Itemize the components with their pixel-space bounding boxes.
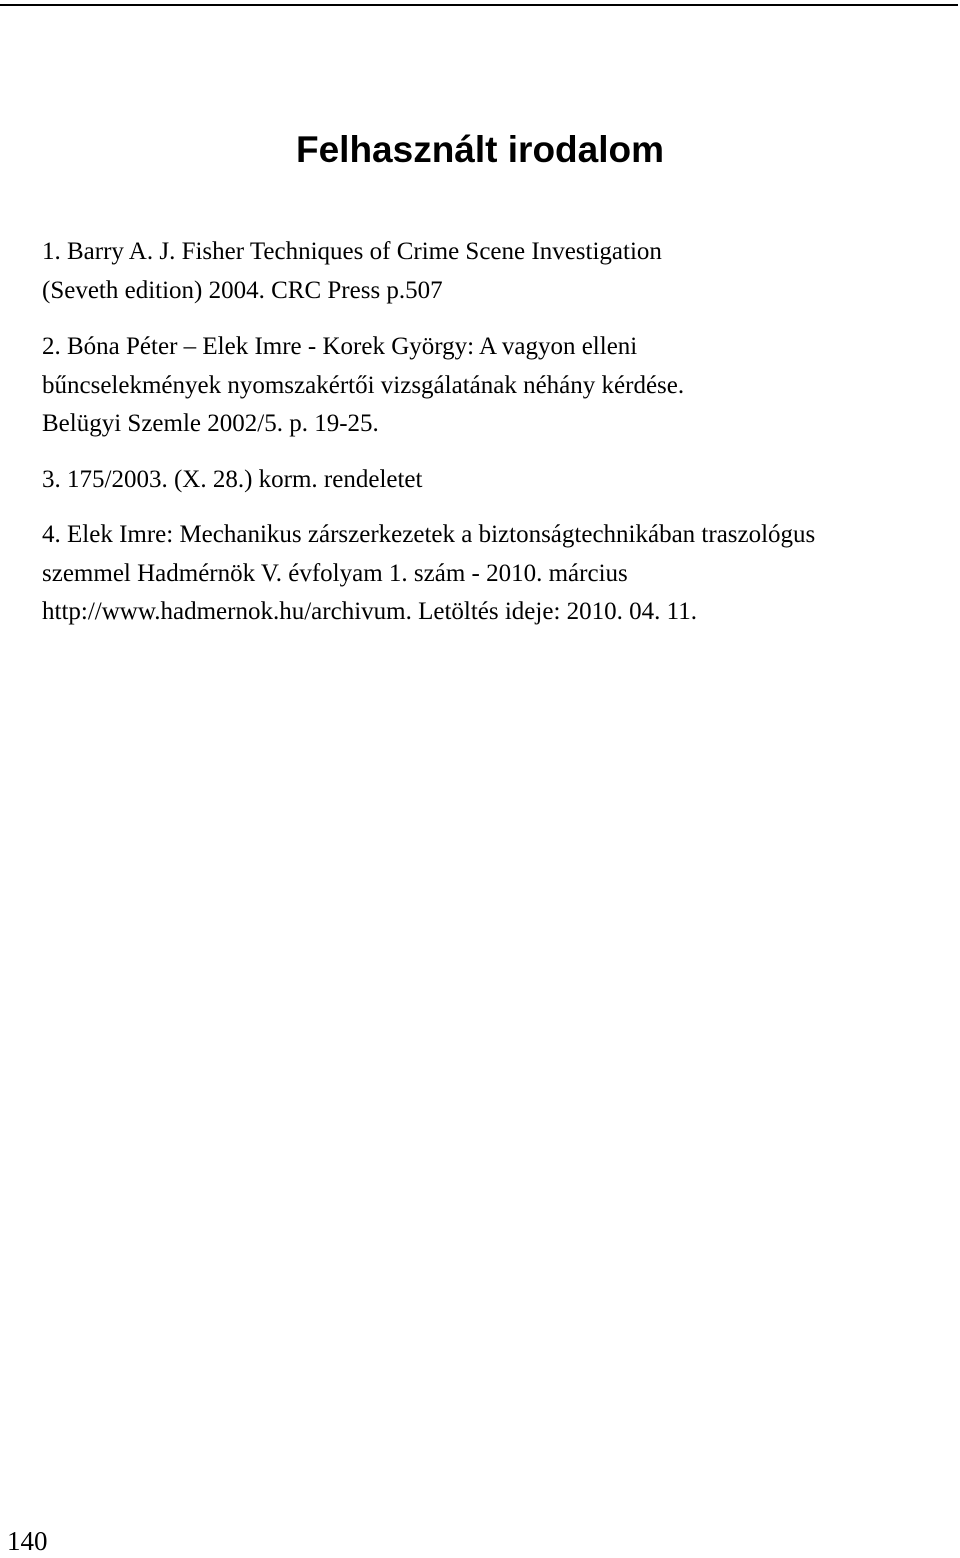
reference-item-4 [42, 516, 958, 632]
page-title: Felhasznált irodalom [295, 129, 664, 170]
reference-line [42, 233, 958, 272]
reference-line: szemmel Hadmérnök V. évfolyam 1. szám - 2010. március [42, 559, 628, 587]
reference-number: 3. [42, 465, 61, 493]
reference-line: http://www.hadmernok.hu/archivum. Letöltés ideje: 2010. 04. 11. [42, 598, 697, 625]
reference-number: 1. [42, 238, 61, 265]
top-rule [0, 4, 958, 6]
reference-line [42, 461, 958, 500]
reference-text: Bóna Péter – Elek Imre - Korek György: A vagyon elleni [67, 333, 638, 360]
reference-line: bűncselekmények nyomszakértői vizsgálatának néhány kérdése. [42, 371, 685, 399]
page-number: 140 [7, 1526, 48, 1556]
reference-number: 4. [42, 521, 61, 548]
reference-line: (Seveth edition) 2004. CRC Press p.507 [42, 276, 443, 304]
reference-item-1 [42, 233, 958, 310]
reference-line: Belügyi Szemle 2002/5. p. 19-25. [42, 410, 379, 437]
reference-item-2 [42, 328, 958, 444]
reference-text: Barry A. J. Fisher Techniques of Crime Scene Investigation [67, 238, 662, 265]
reference-item-3 [42, 461, 958, 500]
reference-text: 175/2003. (X. 28.) korm. rendeletet [67, 465, 423, 493]
reference-line [42, 328, 958, 367]
reference-list [42, 233, 958, 632]
reference-line [42, 516, 958, 555]
reference-text: Elek Imre: Mechanikus zárszerkezetek a biztonságtechnikában traszológus [67, 521, 816, 548]
reference-number: 2. [42, 333, 61, 360]
